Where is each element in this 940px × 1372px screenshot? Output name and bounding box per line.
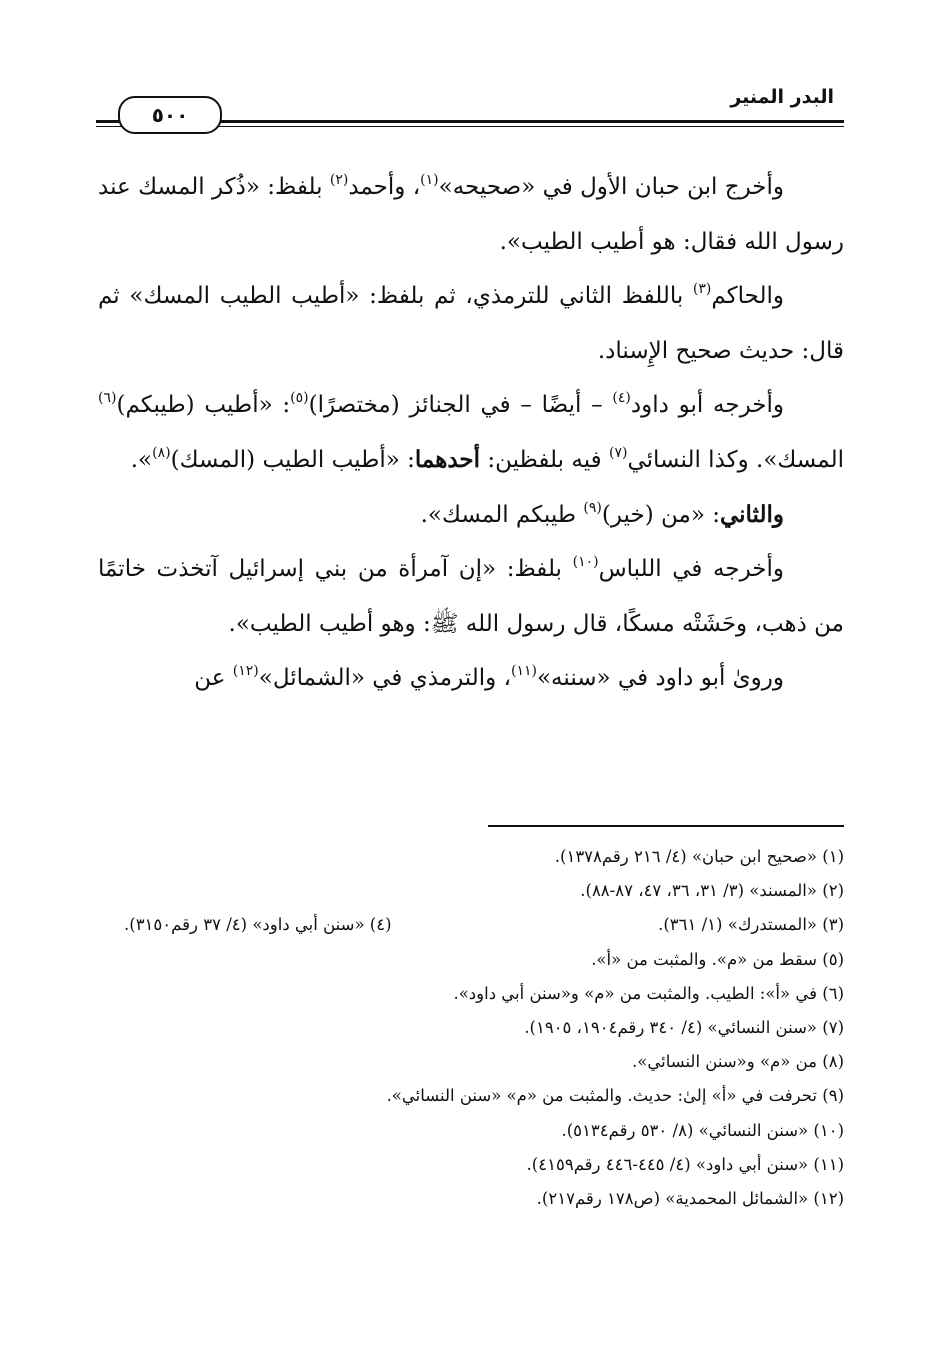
footnote-ref: (١٢): [232, 663, 259, 680]
text-run: فيه بلفظين:: [480, 446, 609, 473]
footnote-2: (٢) «المسند» (٣/ ٣١، ٣٦، ٤٧، ٨٧-٨٨).: [580, 881, 844, 901]
text-run: طيبكم المسك».: [420, 501, 584, 528]
footnote-ref: (١١): [511, 663, 537, 680]
footnote-ref: (١٠): [572, 554, 599, 571]
paragraph-2: [98, 269, 844, 378]
footnote-ref: (٧): [608, 444, 628, 461]
footnote-5: (٥) سقط من «م». والمثبت من «أ».: [591, 949, 844, 969]
footnote-ref: (٩): [583, 499, 602, 516]
bold-term: والثاني: [719, 500, 784, 528]
footnote-ref: (٣): [692, 281, 712, 298]
footnote-ref: (١): [420, 172, 439, 188]
text-run: عن: [194, 665, 233, 692]
footnote-9: (٩) تحرفت في «أ» إلىٰ: حديث. والمثبت من «م» «سنن النسائي».: [386, 1086, 844, 1106]
text-run: وروىٰ أبو داود في «سننه»: [536, 665, 784, 692]
footnote-3: (٣) «المستدرك» (١/ ٣٦١).: [658, 915, 844, 935]
text-run: بلفظ: «إن آمرأة من بني إسرائيل آتخذت خاتمًا من ذهب، وحَشَتْه مسكًا، قال رسول الله ﷺ: وهو أطيب الطيب».: [98, 556, 844, 637]
text-run: وأخرجه في اللباس: [598, 556, 784, 583]
footnote-ref: (٥): [290, 390, 309, 407]
paragraph-4: [98, 488, 844, 543]
text-run: المسك». وكذا النسائي: [627, 446, 844, 473]
paragraph-5: [98, 542, 844, 651]
text-run: ، وأحمد: [348, 174, 421, 200]
footnote-11: (١١) «سنن أبي داود» (٤/ ٤٤٥-٤٤٦ رقم٤١٥٩).: [526, 1154, 844, 1174]
footnote-row-3-4: [124, 908, 844, 942]
text-run: : «أطيب الطيب (المسك): [170, 446, 415, 473]
footnote-ref: (٤): [612, 390, 631, 407]
paragraph-1: [98, 160, 844, 269]
paragraph-6: [98, 651, 844, 706]
footnote-7: (٧) «سنن النسائي» (٤/ ٣٤٠ رقم١٩٠٤، ١٩٠٥).: [524, 1018, 844, 1038]
footnote-ref: (٦): [98, 390, 117, 407]
text-run: باللفظ الثاني للترمذي، ثم بلفظ: «أطيب الطيب المسك» ثم قال: حديث صحيح الإِسناد.: [98, 283, 844, 364]
footnote-12: (١٢) «الشمائل المحمدية» (ص١٧٨ رقم٢١٧).: [536, 1189, 844, 1209]
page-number: ٥٠٠: [118, 96, 222, 134]
footnote-1: (١) «صحيح ابن حبان» (٤/ ٢١٦ رقم١٣٧٨).: [554, 847, 844, 866]
footnote-10: (١٠) «سنن النسائي» (٨/ ٥٣٠ رقم٥١٣٤).: [561, 1120, 844, 1140]
text-run: ، والترمذي في «الشمائل»: [258, 665, 511, 692]
paragraph-3: [98, 378, 844, 487]
footnote-separator: [488, 825, 844, 827]
text-run: ».: [130, 446, 153, 473]
text-run: وأخرجه أبو داود: [630, 392, 785, 419]
text-run: : «من (خير): [601, 501, 720, 528]
footnote-6: (٦) في «أ»: الطيب. والمثبت من «م» و«سنن أبي داود».: [453, 983, 844, 1003]
running-title: البدر المنير: [730, 86, 834, 108]
text-run: والحاكم: [711, 283, 784, 310]
bold-term: أحدهما: [414, 445, 481, 473]
page-header: [96, 84, 844, 132]
main-text: [98, 160, 844, 706]
footnote-8: (٨) من «م» و«سنن النسائي».: [632, 1052, 844, 1072]
footnote-ref: (٢): [329, 172, 349, 188]
text-run: – أيضًا – في الجنائز (مختصرًا): [308, 392, 613, 419]
footnotes: [98, 840, 844, 1216]
footnote-4: (٤) «سنن أبي داود» (٤/ ٣٧ رقم٣١٥٠).: [124, 915, 392, 935]
text-run: بلفظ: «ذُكر المسك عند رسول الله فقال: هو أطيب الطيب».: [98, 174, 844, 255]
footnote-ref: (٨): [152, 444, 171, 461]
text-run: وأخرج ابن حبان الأول في «صحيحه»: [438, 174, 785, 200]
text-run: : «أطيب (طيبكم): [116, 392, 291, 419]
